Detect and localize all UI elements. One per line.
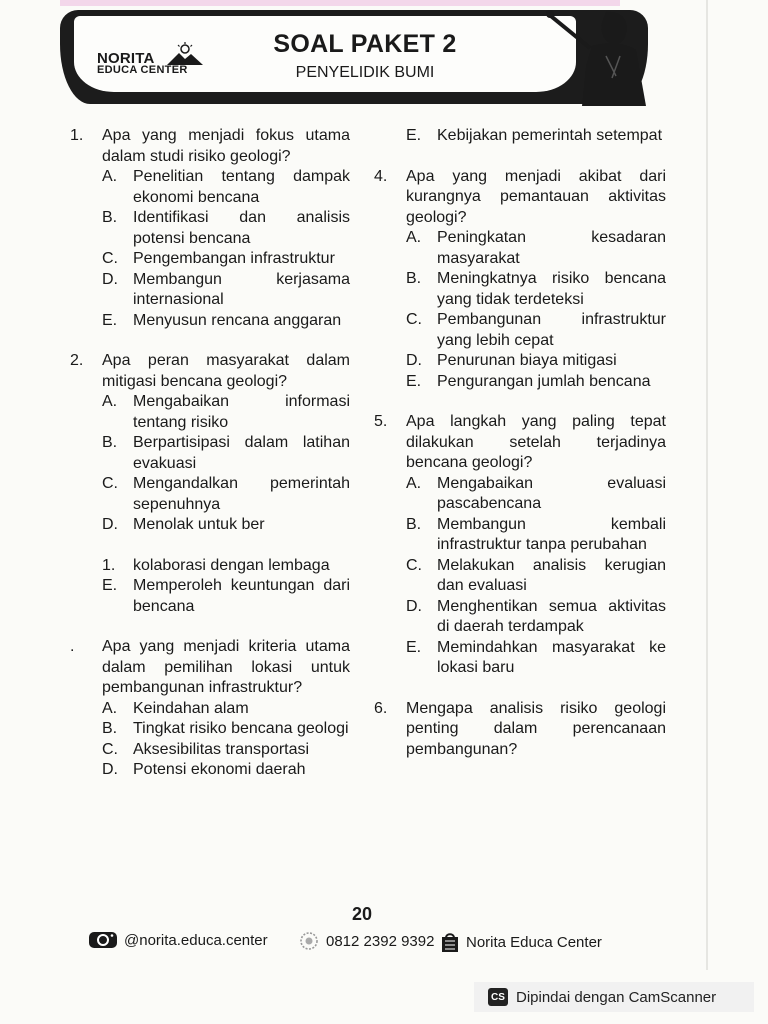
option-text: Aksesibilitas transportasi (133, 740, 310, 758)
option-label: B. (406, 515, 422, 533)
footer-instagram (88, 931, 268, 949)
question-number: 2. (70, 352, 84, 369)
option-text: Mengandalkan pemerintah sepenuhnya (133, 475, 350, 513)
answer-option (406, 269, 666, 310)
option-text: Memindahkan masyarakat ke lokasi baru (437, 638, 666, 676)
option-label: A. (102, 168, 118, 185)
footer (88, 928, 608, 954)
option-label: E. (102, 577, 118, 594)
answer-option (406, 556, 666, 597)
option-text: Potensi ekonomi daerah (133, 761, 306, 778)
camscanner-text: Dipindai dengan CamScanner (516, 988, 717, 1006)
character-illustration (546, 6, 650, 106)
option-label: D. (102, 270, 118, 288)
question-text: Apa yang menjadi kriteria utama dalam pemilihan lokasi untuk pembangunan infrastruktur? (102, 638, 350, 696)
option-label: D. (406, 352, 422, 369)
option-text: Kebijakan pemerintah setempat (437, 127, 663, 144)
mountain-sun-icon (165, 42, 205, 66)
option-label: E. (406, 372, 422, 390)
question-text: Apa peran masyarakat dalam mitigasi bencana geologi? (102, 352, 350, 390)
option-label: A. (102, 393, 118, 410)
question-number: 4. (374, 167, 388, 185)
option-text: Membangun kembali infrastruktur tanpa perubahan (437, 515, 666, 553)
top-decoration (60, 0, 620, 6)
option-label: E. (406, 127, 422, 144)
answer-option (102, 474, 350, 515)
option-text: Keindahan alam (133, 699, 249, 717)
question-text: Apa langkah yang paling tepat dilakukan setelah terjadinya bencana geologi? (406, 413, 666, 471)
option-text: Pengembangan infrastruktur (133, 250, 335, 267)
answer-option (406, 228, 666, 269)
instagram-handle: @norita.educa.center (124, 931, 268, 949)
option-text: kolaborasi dengan lembaga (133, 556, 330, 574)
option-text: Menyusun rencana anggaran (133, 311, 342, 329)
answer-option (102, 249, 350, 270)
question (70, 351, 350, 392)
option-label: C. (102, 475, 118, 492)
option-label: A. (406, 474, 422, 492)
answer-option (406, 515, 666, 556)
question-number: 1. (70, 127, 84, 144)
option-label: B. (406, 270, 422, 287)
footer-shop (440, 931, 602, 953)
option-label: D. (102, 761, 118, 778)
question-text: Mengapa analisis risiko geologi penting dalam perencanaan pembangunan? (406, 699, 666, 758)
left-column (70, 126, 350, 781)
answer-option (102, 576, 350, 617)
option-text: Berpartisipasi dalam latihan evakuasi (133, 434, 350, 472)
option-label: B. (102, 720, 118, 737)
option-label: 1. (102, 556, 116, 574)
answer-option (102, 740, 350, 761)
question-number: . (70, 638, 75, 655)
answer-option (102, 719, 350, 740)
instagram-icon (88, 931, 118, 949)
page-number: 20 (351, 904, 373, 924)
page-subtitle: PENYELIDIK BUMI (295, 64, 435, 81)
camscanner-logo-icon: CS (488, 988, 508, 1006)
question-text: Apa yang menjadi fokus utama dalam studi risiko geologi? (102, 127, 350, 165)
option-text: Identifikasi dan analisis potensi bencana (133, 209, 350, 247)
option-label: C. (406, 311, 422, 328)
question (374, 699, 666, 761)
page-edge (706, 0, 708, 970)
question (70, 637, 350, 699)
option-label: B. (102, 434, 118, 451)
option-label: B. (102, 209, 118, 226)
answer-option (406, 474, 666, 515)
shop-name: Norita Educa Center (466, 933, 602, 951)
option-label: E. (102, 311, 118, 329)
brand-name-top: NORITA (97, 50, 155, 67)
answer-option (102, 760, 350, 781)
option-text: Pengurangan jumlah bencana (437, 372, 651, 390)
option-label: D. (406, 597, 422, 615)
camscanner-badge (474, 982, 754, 1012)
option-label: C. (102, 740, 118, 758)
answer-option (406, 126, 666, 147)
option-text: Membangun kerjasama internasional (133, 270, 350, 308)
answer-option (406, 372, 666, 393)
answer-option (102, 515, 350, 536)
answer-option (406, 351, 666, 372)
option-text: Tingkat risiko bencana geologi (133, 720, 349, 737)
question (374, 167, 666, 229)
brand-name-bottom: EDUCA CENTER (97, 64, 188, 76)
answer-option (102, 167, 350, 208)
option-text: Penurunan biaya mitigasi (437, 352, 617, 369)
option-text: Penelitian tentang dampak ekonomi bencana (133, 168, 350, 206)
option-text: Meningkatnya risiko bencana yang tidak terdeteksi (437, 270, 666, 308)
question-text: Apa yang menjadi akibat dari kurangnya pemantauan aktivitas geologi? (406, 167, 666, 226)
option-text: Mengabaikan evaluasi pascabencana (437, 474, 666, 512)
option-label: C. (102, 250, 118, 267)
answer-option (102, 699, 350, 720)
right-column (374, 126, 666, 760)
option-text: Peningkatan kesadaran masyarakat (437, 229, 666, 267)
option-text: Menghentikan semua aktivitas di daerah terdampak (437, 597, 666, 635)
question (70, 126, 350, 167)
answer-option (102, 392, 350, 433)
option-label: A. (102, 699, 118, 717)
option-text: Memperoleh keuntungan dari bencana (133, 577, 350, 615)
option-label: A. (406, 229, 422, 246)
question (374, 412, 666, 474)
answer-option (102, 433, 350, 474)
answer-option (102, 270, 350, 311)
footer-phone (298, 931, 434, 951)
question-number: 6. (374, 699, 388, 717)
whatsapp-icon (298, 931, 320, 951)
answer-option (406, 638, 666, 679)
answer-option (406, 310, 666, 351)
answer-option (406, 597, 666, 638)
option-text: Menolak untuk ber (133, 516, 265, 533)
option-label: E. (406, 638, 422, 656)
option-text: Pembangunan infrastruktur yang lebih cepat (437, 311, 666, 349)
answer-option (102, 311, 350, 332)
option-label: D. (102, 516, 118, 533)
answer-option (102, 556, 350, 577)
answer-option (102, 208, 350, 249)
question-number: 5. (374, 413, 388, 430)
option-label: C. (406, 556, 422, 574)
brand-logo (97, 42, 209, 82)
page-title: SOAL PAKET 2 (273, 30, 457, 58)
shopping-bag-icon (440, 931, 460, 953)
option-text: Mengabaikan informasi tentang risiko (133, 393, 350, 431)
option-text: Melakukan analisis kerugian dan evaluasi (437, 556, 666, 594)
phone-number: 0812 2392 9392 (326, 932, 435, 950)
